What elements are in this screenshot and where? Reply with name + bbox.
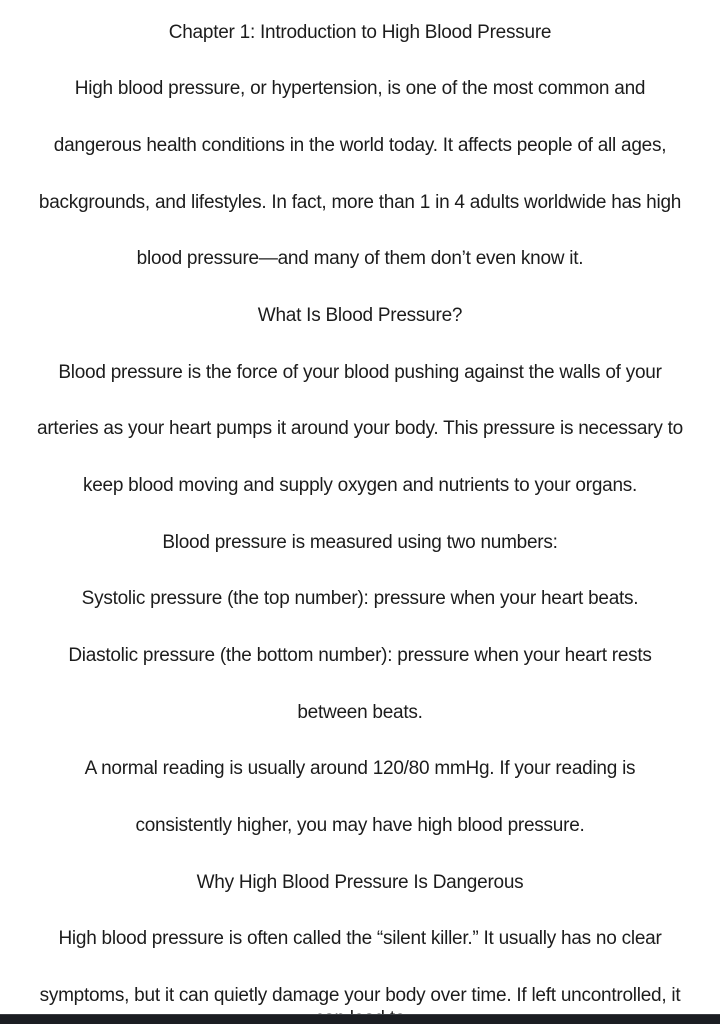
section-heading-what-is-blood-pressure: What Is Blood Pressure? (257, 304, 463, 326)
body-line: dangerous health conditions in the world today. It affects people of all ages, (53, 135, 667, 156)
chapter-heading: Chapter 1: Introduction to High Blood Pressure (168, 21, 552, 43)
body-line: A normal reading is usually around 120/80 mmHg. If your reading is (84, 758, 636, 780)
body-line: Systolic pressure (the top number): pressure when your heart beats. (81, 588, 639, 610)
chapter-text-block (0, 5, 720, 1024)
body-line: High blood pressure, or hypertension, is one of the most common and (74, 78, 646, 100)
body-line: backgrounds, and lifestyles. In fact, more than 1 in 4 adults worldwide has high (38, 191, 682, 213)
body-line: Blood pressure is the force of your blood pushing against the walls of your (58, 361, 662, 383)
body-line: symptoms, but it can quietly damage your body over time. If left uncontrolled, it (39, 984, 681, 1006)
bottom-system-bar (0, 1014, 720, 1024)
body-line: between beats. (297, 701, 423, 723)
body-line: arteries as your heart pumps it around your body. This pressure is necessary to (37, 418, 683, 440)
body-line: Blood pressure is measured using two numbers: (162, 531, 558, 553)
body-line: Diastolic pressure (the bottom number): pressure when your heart rests (68, 644, 652, 666)
section-heading-why-dangerous: Why High Blood Pressure Is Dangerous (196, 871, 524, 893)
body-line: consistently higher, you may have high blood pressure. (135, 814, 585, 836)
body-line: High blood pressure is often called the “silent killer.” It usually has no clear (58, 928, 662, 950)
body-line: keep blood moving and supply oxygen and nutrients to your organs. (82, 474, 638, 496)
body-line: blood pressure—and many of them don’t even know it. (136, 248, 584, 270)
